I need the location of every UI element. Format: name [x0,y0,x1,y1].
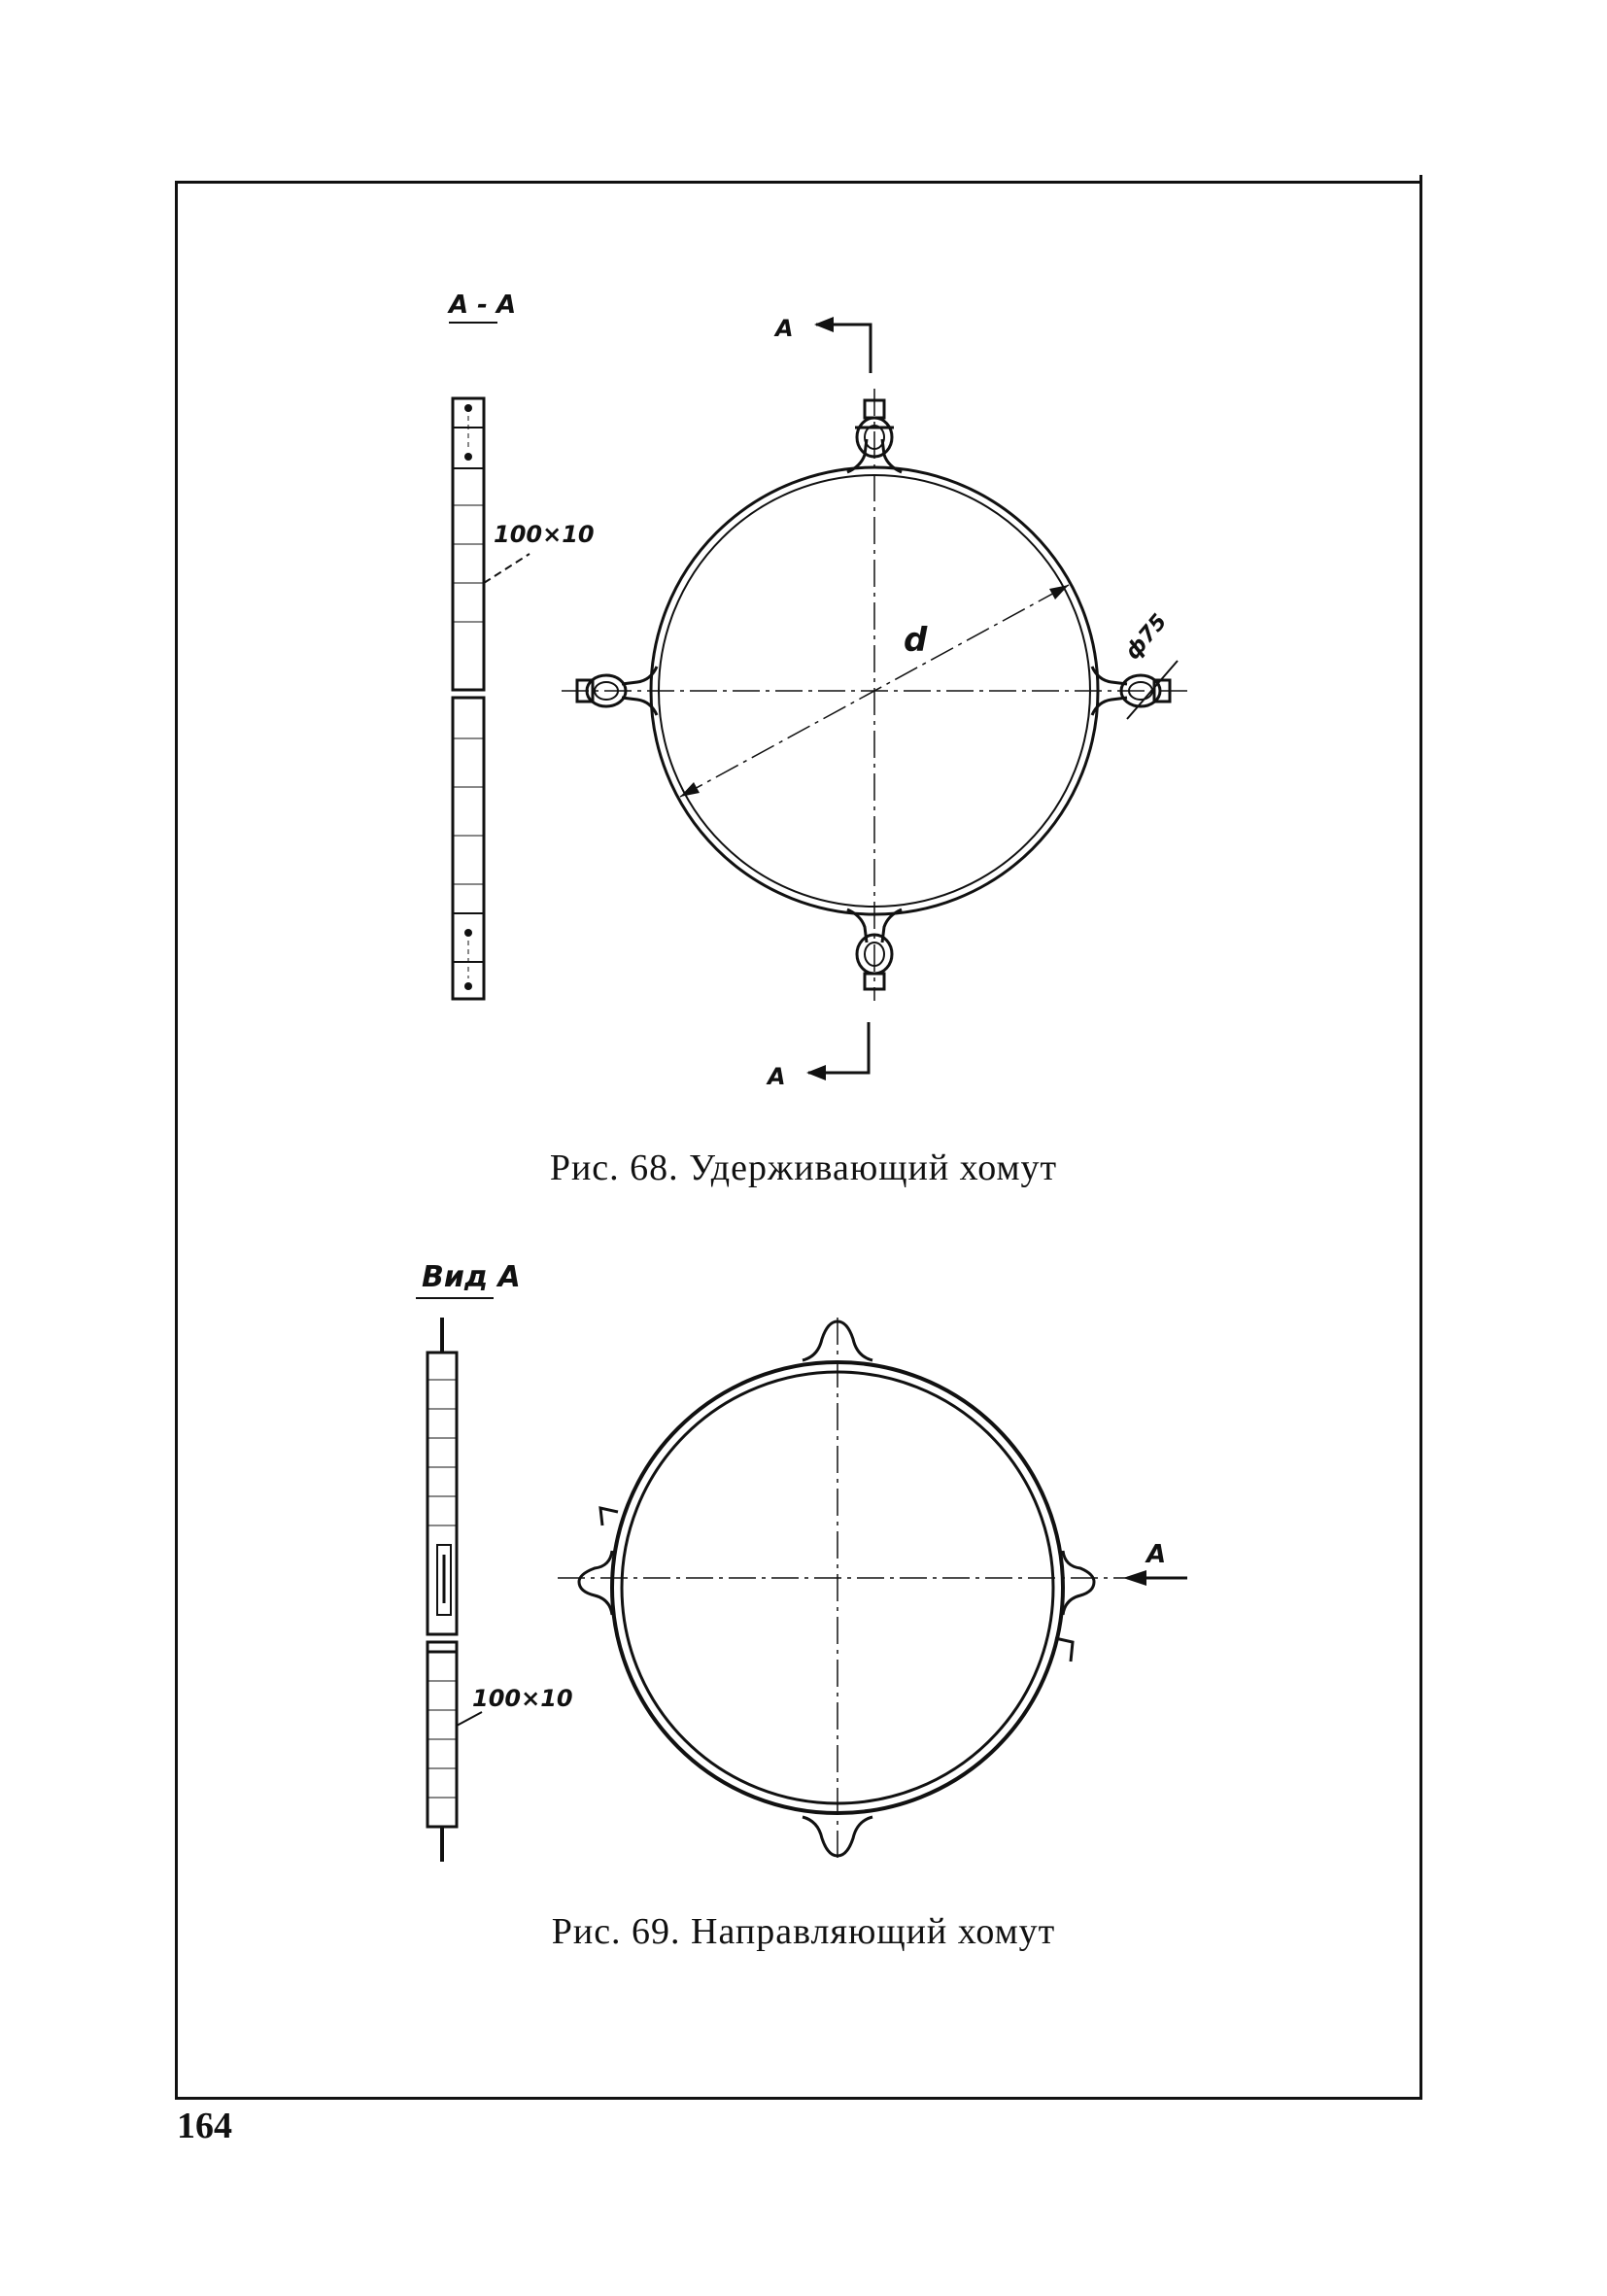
page-number: 164 [177,2106,232,2146]
figure-68-caption: Рис. 68. Удерживающий хомут [549,1148,1058,1188]
strip-dimension-label: 100×10 [494,521,595,548]
view-arrow-label: А [1146,1540,1167,1569]
clamp-lug-left [577,667,657,715]
view-label-a: Вид А [422,1260,521,1294]
cut-label-bottom: А [768,1063,786,1090]
cut-label-top: А [775,315,794,342]
hole-diameter-label: ф75 [1120,609,1173,665]
section-label-a-a: А - А [449,291,517,320]
figure-69-caption: Рис. 69. Направляющий хомут [551,1911,1056,1952]
guide-strip-dimension-label: 100×10 [472,1685,573,1712]
guide-strip-view [427,1318,457,1862]
figure-69-drawing [416,1260,1187,1864]
strip-section-view [453,398,484,999]
figure-68-drawing [447,291,1189,1090]
diameter-label: d [904,621,928,660]
